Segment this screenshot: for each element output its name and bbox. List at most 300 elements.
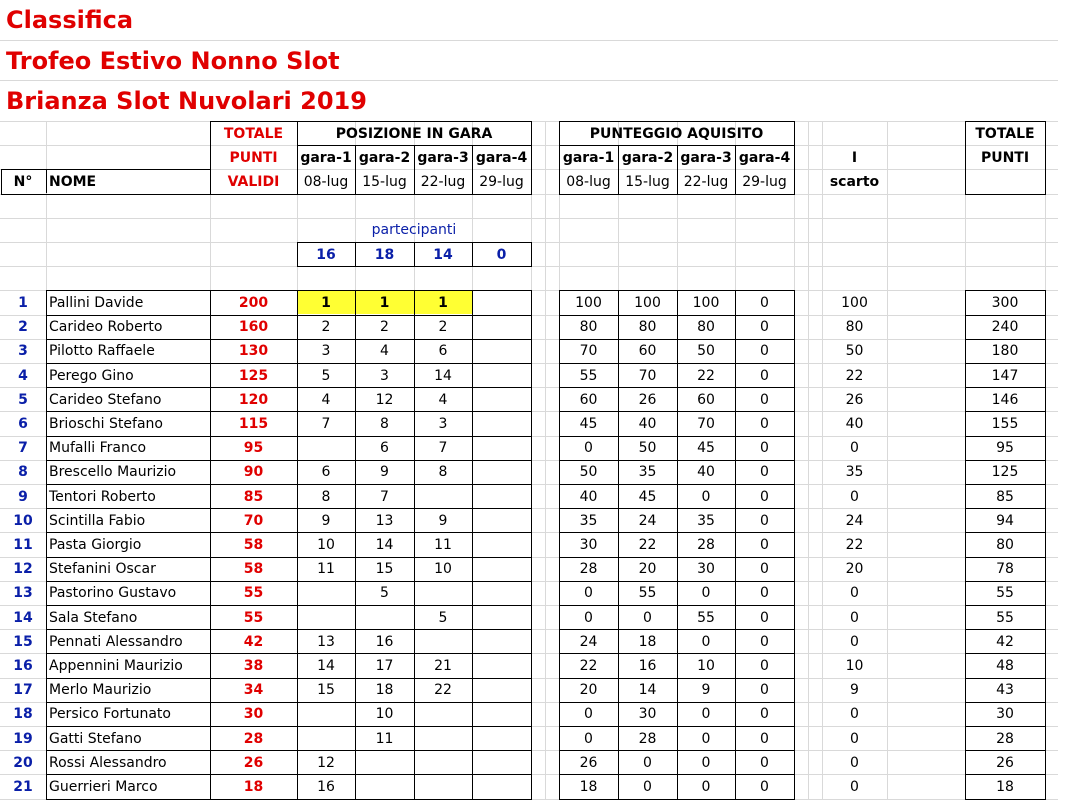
row-number: 7 [18,440,28,457]
row-posizione-gara-1 [297,581,355,605]
row-totale-punti: 30 [996,706,1014,723]
row-posizione-gara-1: 16 [317,778,335,795]
row-name: Gatti Stefano [49,730,142,747]
row-scarto: 0 [850,488,859,505]
sheet-title-2: Trofeo Estivo Nonno Slot [6,46,340,75]
row-punteggio-gara-1: 45 [579,415,598,432]
row-scarto: 10 [845,657,864,674]
column-divider [618,290,619,799]
row-punteggio-gara-2: 16 [638,657,657,674]
row-totale-validi: 125 [238,367,269,384]
row-punteggio-gara-2: 80 [638,319,657,336]
row-scarto: 0 [850,730,859,747]
column-divider [677,290,678,799]
row-punteggio-gara-2: 0 [643,778,652,795]
row-number: 12 [13,561,33,578]
row-punteggio-gara-3: 28 [697,536,715,553]
row-punteggio-gara-1: 22 [579,657,598,674]
row-scarto: 0 [850,778,859,795]
row-posizione-gara-3: 14 [434,367,452,384]
row-posizione-gara-3 [414,581,472,605]
row-punteggio-gara-3: 9 [701,682,711,699]
row-punteggio-gara-4: 0 [760,391,769,408]
partecipanti-gara-1: 16 [316,246,336,263]
row-posizione-gara-4 [472,557,531,581]
row-scarto: 24 [845,512,864,529]
row-punteggio-gara-2: 20 [638,561,657,578]
row-punteggio-gara-1: 55 [579,367,598,384]
row-totale-punti: 94 [996,512,1014,529]
row-scarto: 0 [850,585,859,602]
row-totale-punti: 18 [996,778,1014,795]
row-posizione-gara-3: 1 [438,294,448,311]
row-posizione-gara-1: 6 [321,464,331,481]
row-punteggio-gara-3: 100 [692,294,720,311]
row-punteggio-gara-4: 0 [760,706,769,723]
row-totale-validi: 200 [238,294,269,311]
row-posizione-gara-4 [472,606,531,630]
row-punteggio-gara-1: 35 [579,512,598,529]
row-number: 9 [18,488,28,505]
row-number: 16 [13,657,33,674]
partecipanti-gara-2: 18 [374,246,395,263]
row-posizione-gara-4 [472,702,531,726]
row-posizione-gara-3: 11 [434,536,452,553]
row-posizione-gara-1: 5 [321,367,331,384]
header-pos-date-3: 22-lug [420,173,466,190]
row-number: 11 [13,536,33,553]
column-divider [414,290,415,799]
row-totale-punti: 55 [996,585,1014,602]
row-name: Carideo Roberto [49,319,163,336]
header-pts-gara-2: gara-2 [621,149,674,166]
row-posizione-gara-3: 2 [438,319,448,336]
row-number: 1 [18,294,28,311]
row-punteggio-gara-3: 70 [697,415,715,432]
row-posizione-gara-3 [414,485,472,509]
row-punteggio-gara-4: 0 [760,778,769,795]
row-name: Stefanini Oscar [49,561,156,578]
row-posizione-gara-2: 8 [380,415,389,432]
row-totale-validi: 55 [243,585,264,602]
row-punteggio-gara-3: 45 [697,440,715,457]
header-pos-date-1: 08-lug [303,173,349,190]
row-scarto: 22 [845,536,864,553]
header-scarto-i: I [851,149,858,166]
header-posizione-in-gara: POSIZIONE IN GARA [335,125,493,142]
row-totale-punti: 300 [991,294,1019,311]
row-punteggio-gara-4: 0 [760,754,769,771]
row-totale-punti: 146 [991,391,1019,408]
row-name: Pennati Alessandro [49,633,183,650]
row-totale-validi: 18 [243,778,264,795]
row-name: Scintilla Fabio [49,512,146,529]
row-posizione-gara-4 [472,485,531,509]
row-posizione-gara-2 [355,775,414,799]
row-punteggio-gara-2: 70 [638,367,657,384]
row-punteggio-gara-3: 35 [697,512,715,529]
row-number: 17 [13,682,33,699]
row-punteggio-gara-1: 0 [584,706,593,723]
row-totale-validi: 34 [243,682,264,699]
row-number: 18 [13,706,33,723]
row-posizione-gara-1: 1 [321,294,331,311]
row-scarto: 100 [841,294,868,311]
row-totale-punti: 78 [996,561,1014,578]
row-posizione-gara-3 [414,702,472,726]
row-posizione-gara-4 [472,581,531,605]
header-pos-gara-4: gara-4 [475,149,528,166]
row-punteggio-gara-2: 35 [638,464,657,481]
partecipanti-gara-4: 0 [496,246,507,263]
row-totale-validi: 160 [238,319,269,336]
row-posizione-gara-1: 9 [321,512,331,529]
row-punteggio-gara-3: 0 [701,730,711,747]
row-name: Pasta Giorgio [49,536,142,553]
partecipanti-label: partecipanti [371,222,457,239]
row-posizione-gara-2: 11 [375,730,394,747]
row-posizione-gara-2: 16 [375,633,394,650]
row-punteggio-gara-1: 40 [579,488,598,505]
row-punteggio-gara-3: 0 [701,633,711,650]
header-punti-right: PUNTI [980,149,1030,166]
row-totale-validi: 28 [243,730,264,747]
row-scarto: 0 [850,609,859,626]
row-number: 5 [18,391,28,408]
row-posizione-gara-4 [472,630,531,654]
row-totale-punti: 48 [996,657,1014,674]
row-totale-punti: 155 [991,415,1019,432]
row-punteggio-gara-3: 80 [697,319,715,336]
row-punteggio-gara-3: 40 [697,464,715,481]
header-nome: NOME [49,173,97,190]
row-posizione-gara-4 [472,727,531,751]
row-punteggio-gara-1: 80 [579,319,598,336]
row-scarto: 0 [850,754,859,771]
row-scarto: 80 [845,319,864,336]
row-punteggio-gara-3: 0 [701,585,711,602]
header-pts-date-2: 15-lug [625,173,670,190]
row-posizione-gara-2: 13 [375,512,394,529]
row-punteggio-gara-4: 0 [760,682,769,699]
row-posizione-gara-2: 12 [375,391,394,408]
row-posizione-gara-4 [472,751,531,775]
row-number: 21 [13,778,33,795]
row-posizione-gara-2: 15 [375,561,394,578]
row-scarto: 0 [850,706,859,723]
row-number: 20 [13,754,33,771]
row-number: 6 [18,415,28,432]
row-punteggio-gara-2: 14 [638,682,657,699]
row-posizione-gara-3: 8 [438,464,448,481]
row-posizione-gara-1: 8 [321,488,331,505]
row-totale-punti: 26 [996,754,1014,771]
row-totale-punti: 240 [991,319,1019,336]
row-punteggio-gara-2: 45 [638,488,657,505]
row-punteggio-gara-3: 60 [697,391,715,408]
sheet-title-3: Brianza Slot Nuvolari 2019 [6,87,367,115]
header-pts-date-3: 22-lug [683,173,729,190]
row-name: Persico Fortunato [49,706,171,723]
row-punteggio-gara-1: 0 [584,730,593,747]
row-punteggio-gara-3: 55 [697,609,715,626]
row-punteggio-gara-4: 0 [760,512,769,529]
row-posizione-gara-4 [472,509,531,533]
row-name: Appennini Maurizio [49,657,183,674]
row-posizione-gara-3 [414,630,472,654]
row-posizione-gara-2: 9 [380,464,389,481]
row-punteggio-gara-3: 0 [701,778,711,795]
row-posizione-gara-2: 14 [375,536,394,553]
row-punteggio-gara-1: 26 [579,754,598,771]
row-posizione-gara-1: 10 [317,536,335,553]
row-totale-punti: 43 [996,682,1014,699]
row-posizione-gara-2: 1 [379,294,390,311]
row-totale-punti: 28 [996,730,1014,747]
row-posizione-gara-3: 22 [434,682,452,699]
row-totale-punti: 42 [996,633,1014,650]
row-posizione-gara-4 [472,315,531,339]
column-divider [472,290,473,799]
row-totale-punti: 95 [996,440,1014,457]
row-punteggio-gara-4: 0 [760,319,769,336]
row-totale-validi: 58 [243,561,264,578]
row-number: 10 [13,512,33,529]
row-punteggio-gara-4: 0 [760,464,769,481]
header-pos-gara-3: gara-3 [417,149,469,166]
row-totale-validi: 120 [238,391,269,408]
row-scarto: 0 [850,440,859,457]
row-totale-punti: 55 [996,609,1014,626]
row-totale-validi: 115 [238,415,269,432]
row-totale-validi: 85 [243,488,264,505]
row-name: Guerrieri Marco [49,778,158,795]
row-punteggio-gara-4: 0 [760,585,769,602]
row-scarto: 0 [850,633,859,650]
row-posizione-gara-2: 10 [375,706,394,723]
row-posizione-gara-3: 7 [438,440,448,457]
row-totale-punti: 125 [991,464,1019,481]
row-posizione-gara-3: 9 [438,512,448,529]
row-punteggio-gara-3: 30 [697,561,715,578]
row-name: Brescello Maurizio [49,464,177,481]
row-punteggio-gara-2: 60 [638,343,657,360]
row-punteggio-gara-4: 0 [760,415,769,432]
row-posizione-gara-1: 3 [321,343,331,360]
row-number: 3 [18,343,28,360]
row-posizione-gara-2: 5 [380,585,389,602]
row-name: Carideo Stefano [49,391,162,408]
row-totale-validi: 58 [243,536,264,553]
row-number: 19 [13,730,33,747]
row-posizione-gara-1: 4 [321,391,331,408]
grid-line [545,121,546,800]
row-punteggio-gara-2: 30 [638,706,657,723]
row-posizione-gara-3: 21 [434,657,452,674]
row-scarto: 22 [845,367,864,384]
partecipanti-gara-3: 14 [433,246,453,263]
row-punteggio-gara-2: 18 [638,633,657,650]
row-punteggio-gara-2: 26 [638,391,657,408]
row-posizione-gara-4 [472,388,531,412]
row-totale-validi: 38 [243,657,264,674]
row-totale-punti: 80 [996,536,1014,553]
row-name: Rossi Alessandro [49,754,167,771]
row-scarto: 35 [845,464,864,481]
header-pts-gara-4: gara-4 [738,149,791,166]
grid-line [808,121,809,800]
row-posizione-gara-2: 4 [380,343,389,360]
row-posizione-gara-4 [472,460,531,484]
row-posizione-gara-3: 3 [438,415,448,432]
row-scarto: 40 [845,415,864,432]
row-number: 15 [13,633,33,650]
row-number: 4 [18,367,28,384]
row-punteggio-gara-1: 24 [579,633,598,650]
row-punteggio-gara-1: 18 [579,778,598,795]
row-punteggio-gara-2: 28 [638,730,657,747]
row-posizione-gara-4 [472,678,531,702]
row-name: Mufalli Franco [49,440,147,457]
row-punteggio-gara-3: 0 [701,706,711,723]
row-posizione-gara-2: 3 [380,367,389,384]
header-scarto: scarto [829,173,880,190]
row-posizione-gara-4 [472,364,531,388]
row-name: Sala Stefano [49,609,138,626]
header-punti: PUNTI [229,149,278,166]
row-posizione-gara-1: 2 [321,319,331,336]
row-punteggio-gara-4: 0 [760,294,769,311]
row-punteggio-gara-4: 0 [760,488,769,505]
row-totale-punti: 147 [991,367,1019,384]
row-posizione-gara-1 [297,727,355,751]
row-punteggio-gara-3: 10 [697,657,715,674]
header-totale-right: TOTALE [975,125,1035,142]
row-posizione-gara-1 [297,702,355,726]
row-posizione-gara-3 [414,751,472,775]
row-punteggio-gara-3: 0 [701,754,711,771]
row-posizione-gara-2: 7 [380,488,389,505]
row-totale-validi: 30 [243,706,264,723]
row-posizione-gara-2: 6 [380,440,389,457]
row-punteggio-gara-3: 0 [701,488,711,505]
row-totale-validi: 90 [243,464,264,481]
row-posizione-gara-4 [472,654,531,678]
header-punteggio-aquisito: PUNTEGGIO AQUISITO [589,125,764,142]
row-posizione-gara-4 [472,436,531,460]
row-totale-validi: 26 [243,754,264,771]
row-punteggio-gara-4: 0 [760,536,769,553]
row-posizione-gara-2 [355,606,414,630]
row-posizione-gara-2: 2 [380,319,389,336]
row-name: Pilotto Raffaele [49,343,155,360]
row-totale-validi: 70 [243,512,264,529]
row-posizione-gara-2: 18 [375,682,394,699]
row-punteggio-gara-1: 0 [584,609,593,626]
row-posizione-gara-1: 11 [317,561,335,578]
row-name: Perego Gino [49,367,134,384]
row-punteggio-gara-4: 0 [760,609,769,626]
row-scarto: 20 [845,561,864,578]
row-posizione-gara-1: 7 [321,415,331,432]
header-numero: N° [13,173,33,190]
row-posizione-gara-3: 5 [438,609,448,626]
row-posizione-gara-1: 13 [317,633,335,650]
column-divider [355,290,356,799]
row-posizione-gara-3 [414,775,472,799]
row-punteggio-gara-4: 0 [760,367,769,384]
header-pos-gara-2: gara-2 [358,149,411,166]
column-divider [735,290,736,799]
header-validi: VALIDI [227,173,280,190]
row-punteggio-gara-2: 100 [634,294,661,311]
row-posizione-gara-4 [472,533,531,557]
row-punteggio-gara-1: 100 [575,294,602,311]
row-punteggio-gara-2: 55 [638,585,657,602]
row-punteggio-gara-1: 30 [579,536,598,553]
row-punteggio-gara-4: 0 [760,343,769,360]
row-number: 2 [18,319,28,336]
row-number: 14 [13,609,33,626]
row-punteggio-gara-4: 0 [760,440,769,457]
row-punteggio-gara-3: 22 [697,367,715,384]
row-punteggio-gara-2: 50 [638,440,657,457]
row-punteggio-gara-4: 0 [760,730,769,747]
header-pts-gara-1: gara-1 [562,149,615,166]
row-posizione-gara-1: 14 [317,657,335,674]
row-posizione-gara-3: 6 [438,343,448,360]
row-punteggio-gara-1: 28 [579,561,598,578]
row-punteggio-gara-1: 0 [584,440,593,457]
header-pts-date-1: 08-lug [566,173,611,190]
row-name: Brioschi Stefano [49,415,163,432]
row-posizione-gara-1 [297,606,355,630]
row-posizione-gara-4 [472,412,531,436]
row-punteggio-gara-2: 0 [643,754,652,771]
row-posizione-gara-4 [472,339,531,363]
row-scarto: 9 [850,682,859,699]
header-pts-date-4: 29-lug [742,173,787,190]
row-number: 13 [13,585,33,602]
row-number: 8 [18,464,28,481]
row-posizione-gara-1: 12 [317,754,335,771]
row-punteggio-gara-1: 50 [579,464,598,481]
row-posizione-gara-3: 10 [434,561,452,578]
row-posizione-gara-4 [472,775,531,799]
row-totale-validi: 55 [243,609,264,626]
row-posizione-gara-3 [414,727,472,751]
row-name: Merlo Maurizio [49,682,152,699]
grid-line [887,121,888,800]
row-punteggio-gara-4: 0 [760,633,769,650]
row-posizione-gara-3: 4 [438,391,448,408]
row-posizione-gara-1 [297,436,355,460]
row-punteggio-gara-1: 20 [579,682,598,699]
row-punteggio-gara-2: 24 [638,512,657,529]
row-posizione-gara-2: 17 [375,657,394,674]
row-posizione-gara-2 [355,751,414,775]
header-totale: TOTALE [223,125,284,142]
row-posizione-gara-4 [472,291,531,315]
header-pos-gara-1: gara-1 [300,149,352,166]
header-pos-date-4: 29-lug [479,173,524,190]
row-punteggio-gara-2: 22 [638,536,657,553]
row-scarto: 50 [845,343,864,360]
row-name: Tentori Roberto [49,488,156,505]
row-totale-punti: 85 [996,488,1014,505]
row-totale-validi: 95 [243,440,264,457]
grid-line [0,218,1058,219]
